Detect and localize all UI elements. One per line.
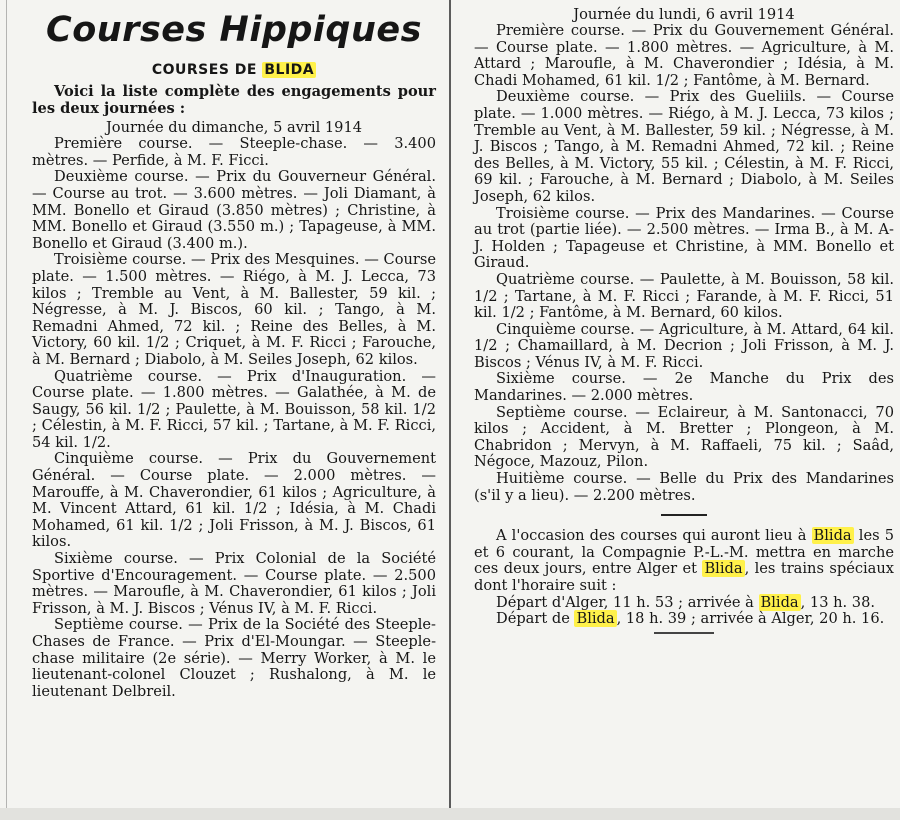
day2-race-1: Première course. — Prix du Gouvernement Général. — Course plate. — 1.800 mètres. — Agriculture, à M. Attard ; Maroufle, à M. Chaverondier ; Idésia, à M. Chadi Mohamed, 61 kil. 1/2 ; Fantôme, à M. Bernard. (474, 22, 894, 89)
day1-race-2: Deuxième course. — Prix du Gouverneur Général. — Course au trot. — 3.600 mètres. — Joli Diamant, à MM. Bonello et Giraud (3.850 mètres) ; Christine, à MM. Bonello et Giraud (3.550 m.) ; Tapageuse, à MM. Bonello et Giraud (3.400 m.). (32, 168, 436, 252)
notice-text-a: A l'occasion des courses qui auront lieu à (496, 527, 812, 545)
departure-1-text-b: , 13 h. 38. (800, 593, 876, 611)
day2-race-8: Huitième course. — Belle du Prix des Mandarines (s'il y a lieu). — 2.200 mètres. (474, 470, 894, 504)
day2-race-3: Troisième course. — Prix des Mandarines. — Course au trot (partie liée). — 2.500 mètres. — Irma B., à M. A-J. Holden ; Tapageuse et Christine, à MM. Bonello et Giraud. (474, 204, 894, 272)
day2-heading: Journée du lundi, 6 avril 1914 (573, 6, 795, 23)
notice-place-2: Blida (704, 560, 743, 578)
departure-1 (474, 595, 894, 612)
day1-race-7: Septième course. — Prix de la Société des Steeple-Chases de France. — Prix d'El-Moungar. — Steeple-chase militaire (2e série). — Merry Worker, à M. le lieutenant-colonel Clouzet ; Rushalong, à M. le lieutenant Delbreil. (32, 616, 436, 700)
day1-race-5: Cinquième course. — Prix du Gouvernement Général. — Course plate. — 2.000 mètres. — Marouffe, à M. Chaverondier, 61 kilos ; Agriculture, à M. Vincent Attard, 61 kil. 1/2 ; Idésia, à M. Chadi Mohamed, 61 kil. 1/2 ; Joli Frisson, à M. J. Biscos, 61 kilos. (32, 450, 436, 551)
intro-paragraph: Voici la liste complète des engagements pour les deux journées : (32, 83, 436, 117)
departure-2-text-b: , 18 h. 39 ; arrivée à Alger, 20 h. 16. (616, 610, 885, 628)
bottom-dash-rule (654, 632, 714, 634)
day2-race-5: Cinquième course. — Agriculture, à M. Attard, 64 kil. 1/2 ; Chamaillard, à M. Decrion ; Joli Frisson, à M. J. Biscos ; Vénus IV, à M. F. Ricci. (474, 320, 894, 371)
departure-1-place: Blida (760, 593, 799, 611)
page-title: Courses Hippiques (46, 10, 422, 50)
day2-race-4: Quatrième course. — Paulette, à M. Bouisson, 58 kil. 1/2 ; Tartane, à M. F. Ricci ; Farande, à M. F. Ricci, 51 kil. 1/2 ; Fantôme, à M. Bernard, 60 kilos. (474, 270, 894, 322)
notice-place-1: Blida (813, 527, 852, 545)
day2-race-7: Septième course. — Eclaireur, à M. Santonacci, 70 kilos ; Accident, à M. Bretter ; Plongeon, à M. Chabridon ; Mervyn, à M. Raffaeli, 75 kil. ; Saâd, Négoce, Mazouz, Pilon. (474, 403, 894, 471)
day2-race-6: Sixième course. — 2e Manche du Prix des Mandarines. — 2.000 mètres. (474, 370, 894, 405)
section-separator-rule (661, 514, 707, 516)
column-divider (449, 0, 451, 820)
departure-1-text-a: Départ d'Alger, 11 h. 53 ; arrivée à (496, 593, 759, 611)
notice-paragraph (474, 528, 894, 594)
day1-race-3: Troisième course. — Prix des Mesquines. — Course plate. — 1.500 mètres. — Riégo, à M. J. Lecca, 73 kilos ; Tremble au Vent, à M. Ballester, 59 kil. ; Négresse, à M. J. Biscos, 60 kil. ; Tango, à M. Remadni Ahmed, 72 kil. ; Reine des Belles, à M. Victory, 60 kil. 1/2 ; Criquet, à M. F. Ricci ; Farouche, à M. Bernard ; Diabolo, à M. Seiles Joseph, 62 kilos. (32, 251, 436, 368)
subhead-place-highlight: BLIDA (264, 62, 315, 78)
day1-race-6: Sixième course. — Prix Colonial de la Société Sportive d'Encouragement. — Course plate. — 2.500 mètres. — Maroufle, à M. Chaverondier, 61 kilos ; Joli Frisson, à M. J. Biscos ; Vénus IV, à M. F. Ricci. (32, 550, 436, 617)
section-subhead (32, 62, 436, 78)
departure-2 (474, 611, 894, 628)
left-column (0, 0, 446, 820)
subhead-prefix: COURSES DE (151, 62, 263, 78)
notice-text-b: les 5 et 6 courant, la Compagnie P.-L.-M. mettra en marche ces deux jours, entre Alger et (474, 527, 894, 578)
departure-2-text-a: Départ de (496, 610, 575, 628)
day1-heading: Journée du dimanche, 5 avril 1914 (105, 119, 363, 137)
bottom-margin-shade (0, 808, 900, 820)
day2-race-2: Deuxième course. — Prix des Gueliils. — Course plate. — 1.000 mètres. — Riégo, à M. J. Lecca, 73 kilos ; Tremble au Vent, à M. Ballester, 59 kil. ; Négresse, à M. J. Biscos ; Tango, à M. Remadni Ahmed, 72 kil. ; Reine des Belles, à M. Victory, 55 kil. ; Célestin, à M. F. Ricci, 69 kil. ; Farouche, à M. Bernard ; Diabolo, à M. Seiles Joseph, 62 kilos. (474, 88, 894, 205)
day1-race-1: Première course. — Steeple-chase. — 3.400 mètres. — Perfide, à M. F. Ficci. (32, 135, 436, 169)
right-column (454, 0, 900, 820)
notice-text-c: , les trains spéciaux dont l'horaire suit : (474, 560, 895, 594)
train-notice (474, 528, 894, 628)
day1-race-4: Quatrième course. — Prix d'Inauguration. — Course plate. — 1.800 mètres. — Galathée, à M. de Saugy, 56 kil. 1/2 ; Paulette, à M. Bouisson, 58 kil. 1/2 ; Célestin, à M. F. Ricci, 57 kil. ; Tartane, à M. F. Ricci, 54 kil. 1/2. (32, 367, 436, 451)
departure-2-place: Blida (576, 610, 615, 628)
